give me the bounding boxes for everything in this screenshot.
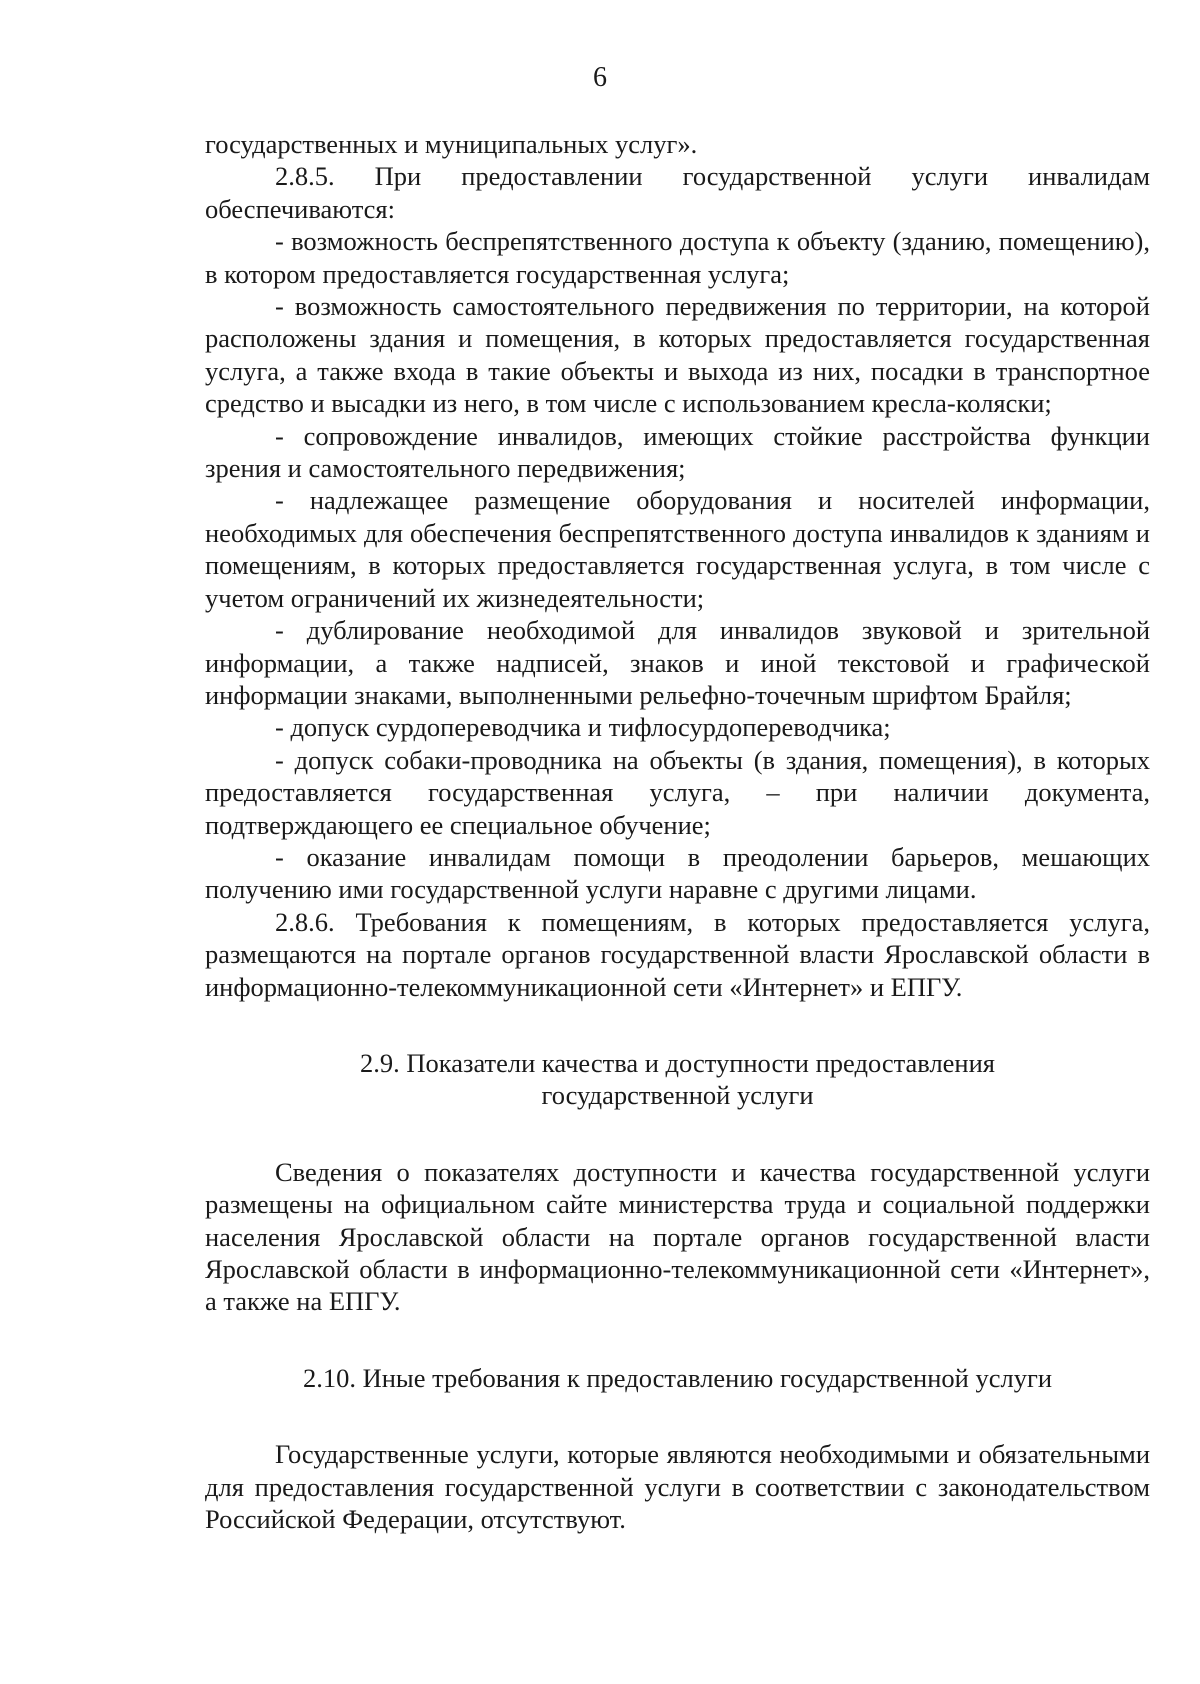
section-2-9-heading-line-1: 2.9. Показатели качества и доступности предоставления — [360, 1047, 995, 1078]
document-paragraph: 2.8.5. При предоставлении государственной услуги инвалидам обеспечиваются: — [205, 161, 1150, 224]
document-paragraph: - сопровождение инвалидов, имеющих стойкие расстройства функции зрения и самостоятельного передвижения; — [205, 420, 1150, 484]
document-paragraph: - надлежащее размещение оборудования и носителей информации, необходимых для обеспечения беспрепятственного доступа инвалидов к зданиям и помещениям, в которых предоставляется государственная услуга, в том числе с учетом ограничений их жизнедеятельности; — [205, 485, 1150, 613]
document-paragraph: - дублирование необходимой для инвалидов звуковой и зрительной информации, а также надписей, знаков и иной текстовой и графической информации знаками, выполненными рельефно-точечным шрифтом Брайля; — [205, 615, 1150, 710]
document-paragraph: - оказание инвалидам помощи в преодолении барьеров, мешающих получению ими государственной услуги наравне с другими лицами. — [205, 841, 1150, 905]
section-2-9-heading-line-2: государственной услуги — [541, 1080, 814, 1111]
document-paragraph: - возможность самостоятельного передвижения по территории, на которой расположены здания и помещения, в которых предоставляется государственная услуга, а также входа в такие объекты и выхода из них, посадки в транспортное средство и высадки из него, в том числе с использованием кресла-коляски; — [205, 291, 1150, 419]
section-2-8-text — [205, 128, 1150, 1003]
section-2-9-paragraph: Сведения о показателях доступности и качества государственной услуги размещены на официальном сайте министерства труда и социальной поддержки населения Ярославской области на портале органов государственной власти Ярославской области в информационно-телекоммуникационной сети «Интернет», а также на ЕПГУ. — [205, 1156, 1150, 1317]
section-2-10-heading: 2.10. Иные требования к предоставлению государственной услуги — [302, 1362, 1052, 1393]
page-number: 6 — [593, 62, 607, 93]
section-2-10-paragraph: Государственные услуги, которые являются необходимыми и обязательными для предоставления государственной услуги в соответствии с законодательством Российской Федерации, отсутствуют. — [205, 1439, 1150, 1535]
document-paragraph: - допуск собаки-проводника на объекты (в здания, помещения), в которых предоставляется государственная услуга, – при наличии документа, подтверждающего ее специальное обучение; — [205, 744, 1150, 840]
document-paragraph: государственных и муниципальных услуг». — [205, 129, 698, 159]
document-paragraph: - возможность беспрепятственного доступа к объекту (зданию, помещению), в котором предоставляется государственная услуга; — [205, 226, 1150, 289]
document-paragraph: 2.8.6. Требования к помещениям, в которых предоставляется услуга, размещаются на портале органов государственной власти Ярославской области в информационно-телекоммуникационной сети «Интернет» и ЕПГУ. — [205, 906, 1150, 1002]
document-body — [205, 128, 1150, 1535]
document-paragraph: - допуск сурдопереводчика и тифлосурдопереводчика; — [275, 712, 891, 743]
